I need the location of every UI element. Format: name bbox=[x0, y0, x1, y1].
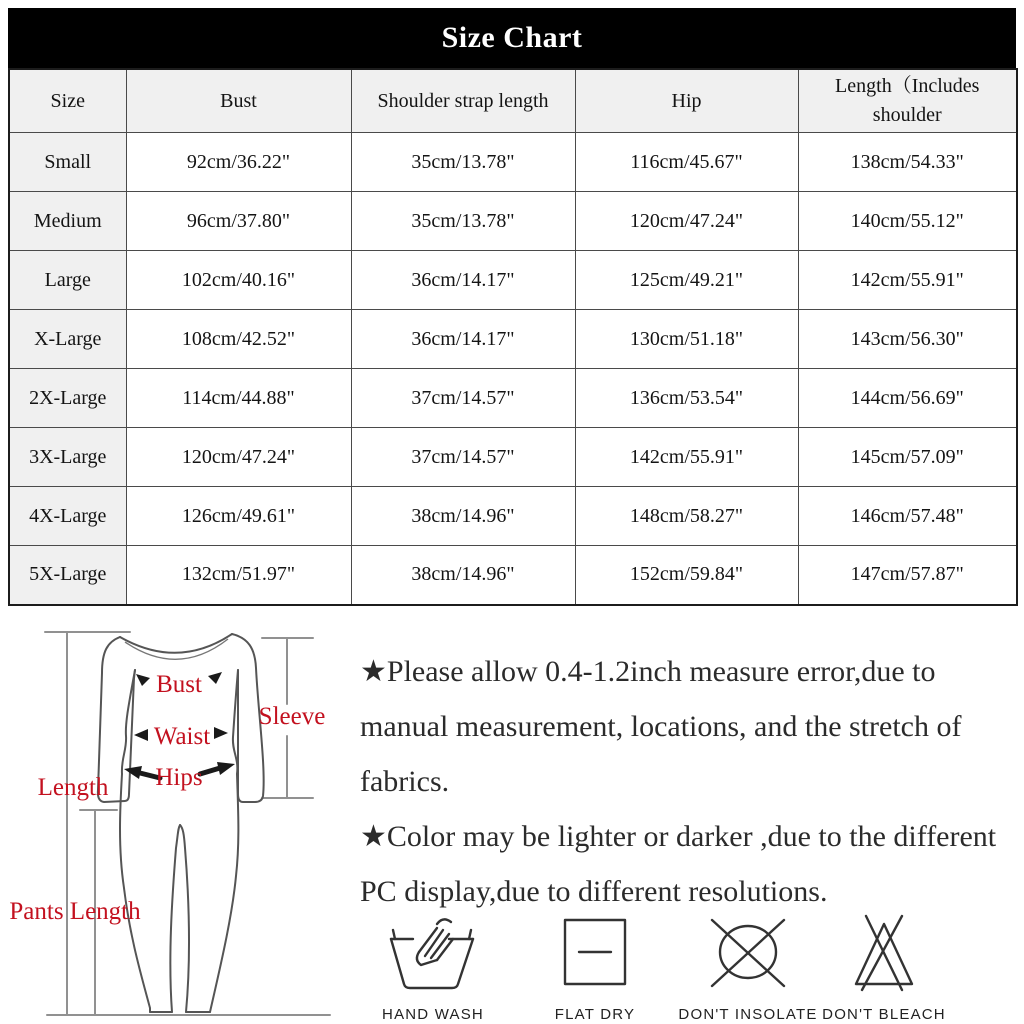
measurement-cell: 38cm/14.96" bbox=[351, 546, 575, 605]
size-chart-section bbox=[8, 8, 1016, 606]
measurement-cell: 36cm/14.17" bbox=[351, 251, 575, 310]
col-header-shoulder: Shoulder strap length bbox=[351, 69, 575, 133]
table-row bbox=[9, 369, 1017, 428]
dont-insolate-icon bbox=[700, 912, 796, 994]
measurement-cell: 144cm/56.69" bbox=[798, 369, 1017, 428]
measurement-cell: 114cm/44.88" bbox=[126, 369, 351, 428]
measurement-cell: 143cm/56.30" bbox=[798, 310, 1017, 369]
table-row bbox=[9, 487, 1017, 546]
hand-wash-label: HAND WASH bbox=[382, 1006, 484, 1023]
measurement-cell: 96cm/37.80" bbox=[126, 192, 351, 251]
measurement-cell: 126cm/49.61" bbox=[126, 487, 351, 546]
measurement-cell: 146cm/57.48" bbox=[798, 487, 1017, 546]
measurement-cell: 92cm/36.22" bbox=[126, 133, 351, 192]
size-chart-title-bar bbox=[8, 8, 1016, 68]
col-header-bust: Bust bbox=[126, 69, 351, 133]
flat-dry-label: FLAT DRY bbox=[554, 1006, 636, 1023]
sleeve-label: Sleeve bbox=[258, 703, 326, 730]
care-item-dont-bleach bbox=[799, 912, 969, 1023]
measurement-cell: 145cm/57.09" bbox=[798, 428, 1017, 487]
table-row bbox=[9, 428, 1017, 487]
measurement-cell: 116cm/45.67" bbox=[575, 133, 798, 192]
table-row bbox=[9, 192, 1017, 251]
table-row bbox=[9, 546, 1017, 605]
table-row bbox=[9, 133, 1017, 192]
col-header-size: Size bbox=[9, 69, 126, 133]
measurement-cell: 37cm/14.57" bbox=[351, 428, 575, 487]
col-header-length: Length（Includes shoulder bbox=[798, 69, 1017, 133]
hips-label: Hips bbox=[155, 764, 203, 791]
disclaimer-notes bbox=[360, 644, 1020, 919]
size-cell: 4X-Large bbox=[9, 487, 126, 546]
table-row bbox=[9, 310, 1017, 369]
garment-measure-diagram bbox=[8, 616, 356, 1020]
flat-dry-icon bbox=[547, 912, 643, 994]
measurement-cell: 142cm/55.91" bbox=[575, 428, 798, 487]
measurement-cell: 152cm/59.84" bbox=[575, 546, 798, 605]
measurement-cell: 148cm/58.27" bbox=[575, 487, 798, 546]
size-cell: X-Large bbox=[9, 310, 126, 369]
measurement-cell: 36cm/14.17" bbox=[351, 310, 575, 369]
size-cell: 3X-Large bbox=[9, 428, 126, 487]
bust-label: Bust bbox=[156, 671, 202, 698]
measurement-cell: 130cm/51.18" bbox=[575, 310, 798, 369]
measurement-cell: 38cm/14.96" bbox=[351, 487, 575, 546]
measure-error-note: ★Please allow 0.4-1.2inch measure error,due to manual measurement, locations, and the stretch of fabrics. bbox=[360, 655, 962, 798]
size-cell: 5X-Large bbox=[9, 546, 126, 605]
page-title: Size Chart bbox=[441, 21, 583, 54]
measurement-cell: 140cm/55.12" bbox=[798, 192, 1017, 251]
measurement-cell: 120cm/47.24" bbox=[575, 192, 798, 251]
care-item-flat-dry bbox=[510, 912, 680, 1023]
table-header-row bbox=[9, 69, 1017, 133]
care-item-hand-wash bbox=[348, 912, 518, 1023]
size-cell: 2X-Large bbox=[9, 369, 126, 428]
length-label: Length bbox=[37, 774, 109, 801]
measurement-cell: 142cm/55.91" bbox=[798, 251, 1017, 310]
col-header-hip: Hip bbox=[575, 69, 798, 133]
measurement-cell: 136cm/53.54" bbox=[575, 369, 798, 428]
dont-bleach-label: DON'T BLEACH bbox=[822, 1006, 946, 1023]
measurement-cell: 132cm/51.97" bbox=[126, 546, 351, 605]
measurement-cell: 37cm/14.57" bbox=[351, 369, 575, 428]
size-cell: Medium bbox=[9, 192, 126, 251]
measurement-cell: 138cm/54.33" bbox=[798, 133, 1017, 192]
color-difference-note: ★Color may be lighter or darker ,due to the different PC display,due to different resolutions. bbox=[360, 820, 997, 908]
measurement-cell: 35cm/13.78" bbox=[351, 133, 575, 192]
measurement-cell: 35cm/13.78" bbox=[351, 192, 575, 251]
pants-length-label: Pants Length bbox=[9, 898, 141, 925]
table-row bbox=[9, 251, 1017, 310]
measurement-cell: 108cm/42.52" bbox=[126, 310, 351, 369]
hand-wash-icon bbox=[385, 912, 481, 994]
measurement-cell: 147cm/57.87" bbox=[798, 546, 1017, 605]
size-cell: Large bbox=[9, 251, 126, 310]
measurement-cell: 102cm/40.16" bbox=[126, 251, 351, 310]
dont-insolate-label: DON'T INSOLATE bbox=[678, 1006, 818, 1023]
waist-label: Waist bbox=[153, 723, 211, 750]
measurement-cell: 120cm/47.24" bbox=[126, 428, 351, 487]
measurement-cell: 125cm/49.21" bbox=[575, 251, 798, 310]
size-cell: Small bbox=[9, 133, 126, 192]
size-table bbox=[8, 68, 1018, 606]
dont-bleach-icon bbox=[836, 912, 932, 994]
